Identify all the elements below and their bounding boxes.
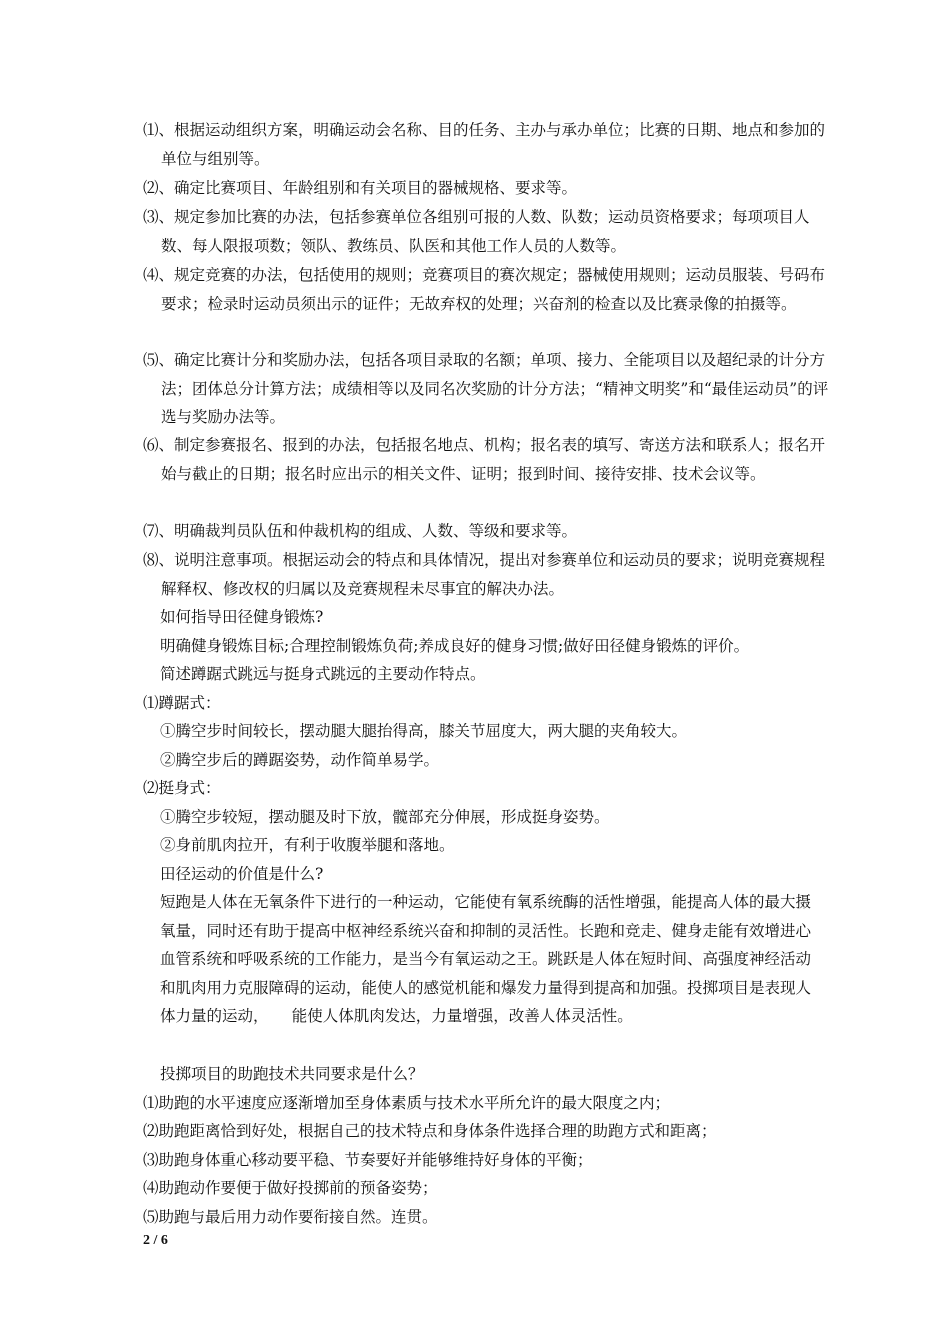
rule-item-8: ⑻、说明注意事项。根据运动会的特点和具体情况，提出对参赛单位和运动员的要求；说明竞赛规程解释权、修改权的归属以及竞赛规程未尽事宜的解决办法。 bbox=[143, 551, 826, 598]
question-long-jump: 简述蹲踞式跳远与挺身式跳远的主要动作特点。 bbox=[160, 665, 486, 683]
runup-item-3: ⑶助跑身体重心移动要平稳、节奏要好并能够维持好身体的平衡； bbox=[143, 1151, 593, 1169]
rule-item-6: ⑹、制定参赛报名、报到的办法，包括报名地点、机构；报名表的填写、寄送方法和联系人；报名开始与截止的日期；报名时应出示的相关文件、证明；报到时间、接待安排、技术会议等。 bbox=[143, 436, 826, 483]
question-track-value: 田径运动的价值是什么? bbox=[160, 865, 324, 883]
runup-item-1: ⑴助跑的水平速度应逐渐增加至身体素质与技术水平所允许的最大限度之内； bbox=[143, 1094, 671, 1112]
question-fitness-guidance: 如何指导田径健身锻炼? bbox=[160, 608, 324, 626]
rule-item-3: ⑶、规定参加比赛的办法，包括参赛单位各组别可报的人数、队数；运动员资格要求；每项项目人数、每人限报项数；领队、教练员、队医和其他工作人员的人数等。 bbox=[143, 208, 810, 255]
answer-fitness-guidance: 明确健身锻炼目标;合理控制锻炼负荷;养成良好的健身习惯;做好田径健身锻炼的评价。 bbox=[160, 637, 750, 655]
squat-style-point-1: ①腾空步时间较长，摆动腿大腿抬得高，膝关节屈度大，两大腿的夹角较大。 bbox=[160, 722, 688, 740]
rule-item-4: ⑷、规定竞赛的办法，包括使用的规则；竞赛项目的赛次规定；器械使用规则；运动员服装、号码布要求；检录时运动员须出示的证件；无故弃权的处理；兴奋剂的检查以及比赛录像的拍摄等。 bbox=[143, 266, 826, 313]
rule-item-1: ⑴、根据运动组织方案，明确运动会名称、目的任务、主办与承办单位；比赛的日期、地点和参加的单位与组别等。 bbox=[143, 121, 826, 168]
hang-style-point-1: ①腾空步较短，摆动腿及时下放，髋部充分伸展，形成挺身姿势。 bbox=[160, 808, 610, 826]
rule-item-7: ⑺、明确裁判员队伍和仲裁机构的组成、人数、等级和要求等。 bbox=[143, 522, 578, 540]
squat-style-title: ⑴蹲踞式： bbox=[143, 694, 221, 712]
question-throwing-runup: 投掷项目的助跑技术共同要求是什么？ bbox=[160, 1065, 424, 1083]
hang-style-title: ⑵挺身式： bbox=[143, 779, 221, 797]
rule-item-2: ⑵、确定比赛项目、年龄组别和有关项目的器械规格、要求等。 bbox=[143, 179, 578, 197]
hang-style-point-2: ②身前肌肉拉开，有利于收腹举腿和落地。 bbox=[160, 836, 455, 854]
rule-item-5: ⑸、确定比赛计分和奖励办法，包括各项目录取的名额；单项、接力、全能项目以及超纪录的计分方法；团体总分计算方法；成绩相等以及同名次奖励的计分方法；“精神文明奖”和“最佳运动员”的评选与奖励办法等。 bbox=[143, 351, 829, 426]
answer-track-value: 短跑是人体在无氧条件下进行的一种运动，它能使有氧系统酶的活性增强，能提高人体的最大摄氧量，同时还有助于提高中枢神经系统兴奋和抑制的灵活性。长跑和竞走、健身走能有效增进心血管系统和呼吸系统的工作能力，是当今有氧运动之王。跳跃是人体在短时间、高强度神经活动和肌肉用力克服障碍的运动，能使人的感觉机能和爆发力量得到提高和加强。投掷项目是表现人体力量的运动， 能使人体肌肉发达，力量增强，改善人体灵活性。 bbox=[160, 893, 812, 1025]
page-number: 2 / 6 bbox=[143, 1233, 168, 1248]
runup-item-4: ⑷助跑动作要便于做好投掷前的预备姿势； bbox=[143, 1179, 438, 1197]
runup-item-5: ⑸助跑与最后用力动作要衔接自然。连贯。 bbox=[143, 1208, 438, 1226]
squat-style-point-2: ②腾空步后的蹲踞姿势，动作简单易学。 bbox=[160, 751, 440, 769]
runup-item-2: ⑵助跑距离恰到好处，根据自己的技术特点和身体条件选择合理的助跑方式和距离； bbox=[143, 1122, 717, 1140]
